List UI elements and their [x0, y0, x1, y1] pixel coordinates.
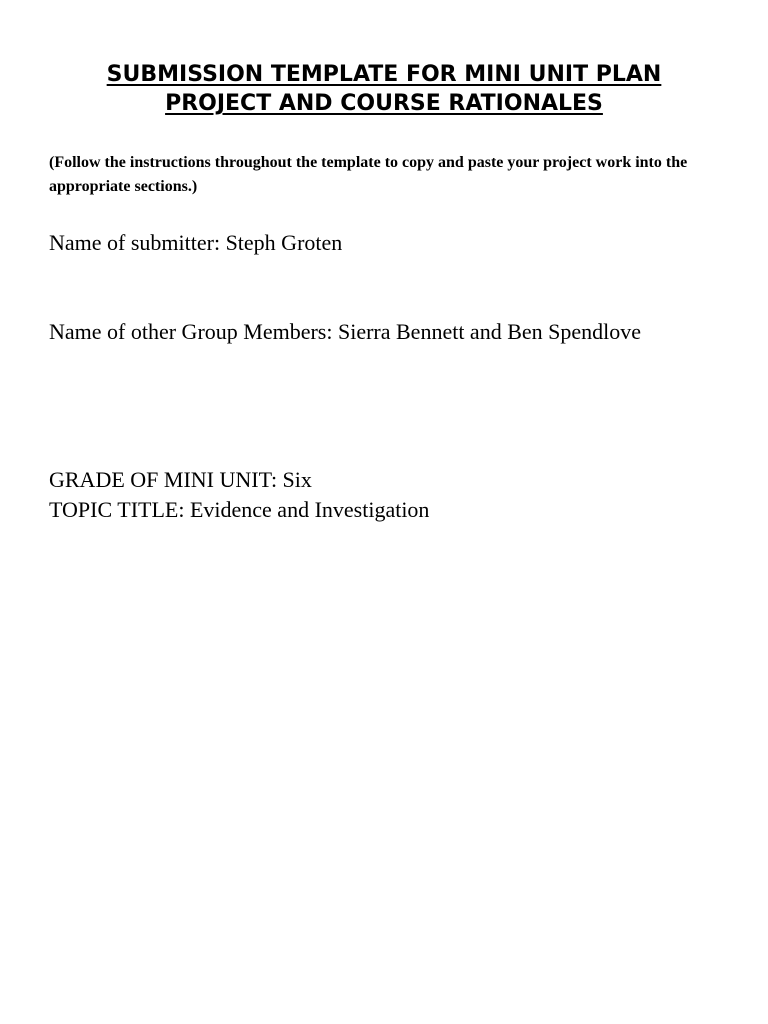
group-members: Name of other Group Members: Sierra Bennett and Ben Spendlove — [49, 319, 642, 344]
page-title — [40, 60, 728, 118]
instructions-text: (Follow the instructions throughout the template to copy and paste your project work into the appropriate sections.) — [49, 154, 688, 195]
submitter-name: Name of submitter: Steph Groten — [49, 230, 343, 255]
title-line-2: PROJECT AND COURSE RATIONALES — [165, 91, 603, 116]
topic-title: TOPIC TITLE: Evidence and Investigation — [49, 497, 430, 522]
grade-of-unit: GRADE OF MINI UNIT: Six — [49, 467, 312, 492]
title-line-1: SUBMISSION TEMPLATE FOR MINI UNIT PLAN — [106, 62, 662, 87]
